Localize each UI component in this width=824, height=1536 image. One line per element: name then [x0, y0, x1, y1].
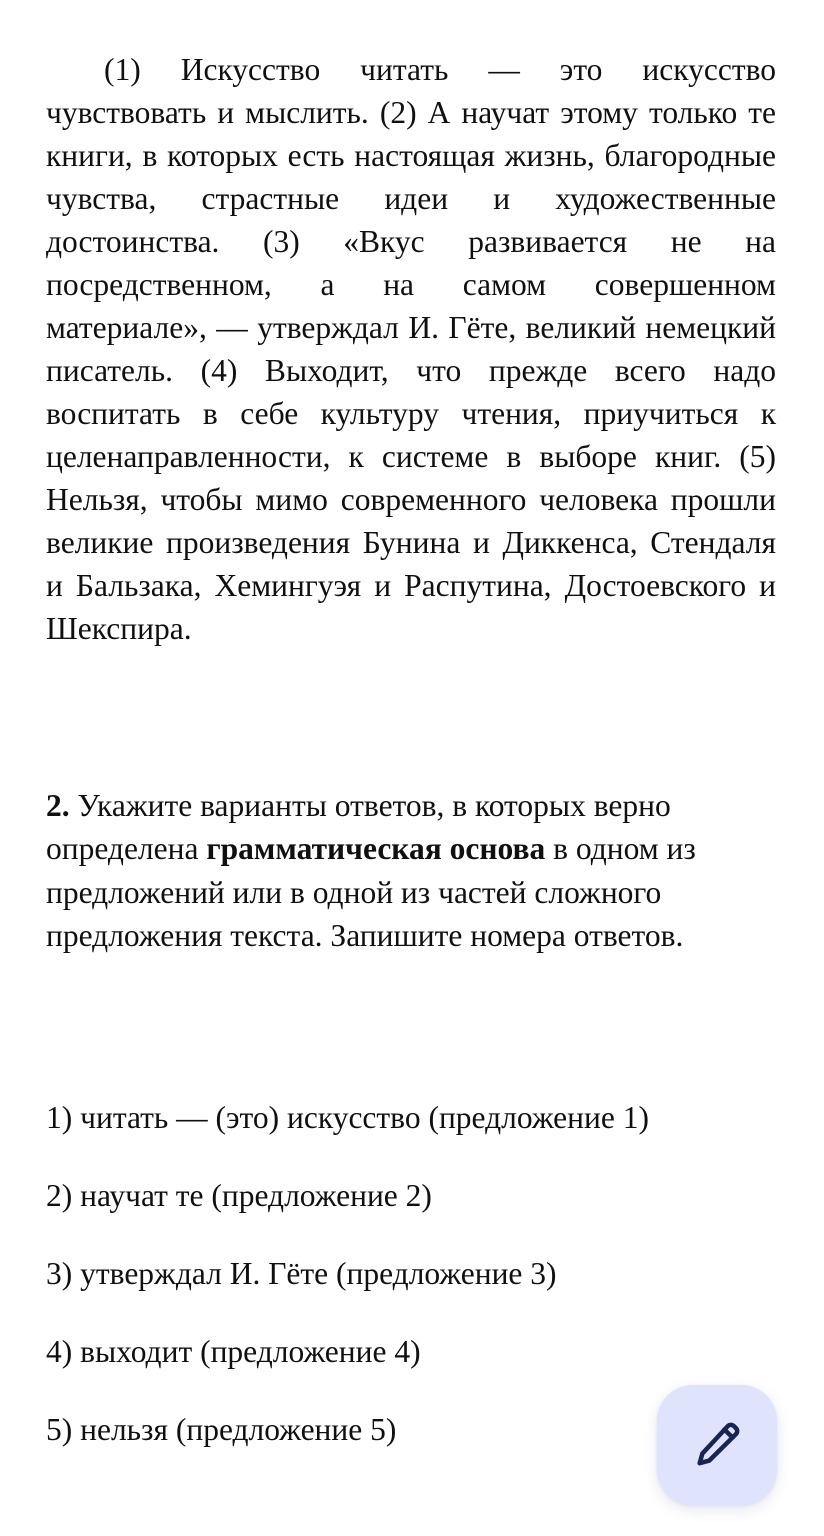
answer-option-3-marker: 3) — [46, 1256, 73, 1291]
answer-option-2[interactable] — [46, 1174, 746, 1217]
answer-option-5-text: нельзя (предложение 5) — [80, 1412, 397, 1447]
answer-option-5-marker: 5) — [46, 1412, 73, 1447]
answer-option-1-marker: 1) — [46, 1100, 73, 1135]
answer-option-3[interactable] — [46, 1252, 746, 1295]
answer-option-4-text: выходит (предложение 4) — [80, 1334, 421, 1369]
reading-passage: (1) Искусство читать — это искусство чувствовать и мыслить. (2) А научат этому только те книги, в которых есть настоящая жизнь, благородные чувства, страстные идеи и художественные достоинства. (3) «Вкус развивается не на посредственном, а на самом совершенном материале», — утверждал И. Гёте, великий немецкий писатель. (4) Выходит, что прежде всего надо воспитать в себе культуру чтения, приучиться к целенаправленности, к системе в выборе книг. (5) Нельзя, чтобы мимо современного человека прошли великие произведения Бунина и Диккенса, Стендаля и Бальзака, Хемингуэя и Распутина, Достоевского и Шекспира. — [46, 51, 776, 646]
answer-option-5[interactable] — [46, 1408, 746, 1451]
answer-option-1[interactable] — [46, 1096, 740, 1139]
question-emphasis: грамматическая основа — [206, 831, 546, 866]
answer-option-3-text: утверждал И. Гёте (предложение 3) — [80, 1256, 557, 1291]
question-stem — [46, 784, 726, 958]
question-text-part2: в одном из предложений или в одной из частей сложного предложения текста. Запишите номера ответов. — [46, 831, 696, 953]
question-number: 2. — [46, 787, 70, 823]
pencil-icon — [690, 1418, 744, 1472]
edit-button[interactable] — [657, 1385, 777, 1505]
answer-option-2-text: научат те (предложение 2) — [80, 1178, 432, 1213]
answer-option-1-text: читать — (это) искусство (предложение 1) — [80, 1100, 649, 1135]
answer-option-4-marker: 4) — [46, 1334, 73, 1369]
answer-options-list — [46, 1096, 746, 1451]
answer-option-2-marker: 2) — [46, 1178, 73, 1213]
answer-option-4[interactable] — [46, 1330, 746, 1373]
question-text-part1: Укажите варианты ответов, в которых верно определена — [46, 787, 671, 866]
